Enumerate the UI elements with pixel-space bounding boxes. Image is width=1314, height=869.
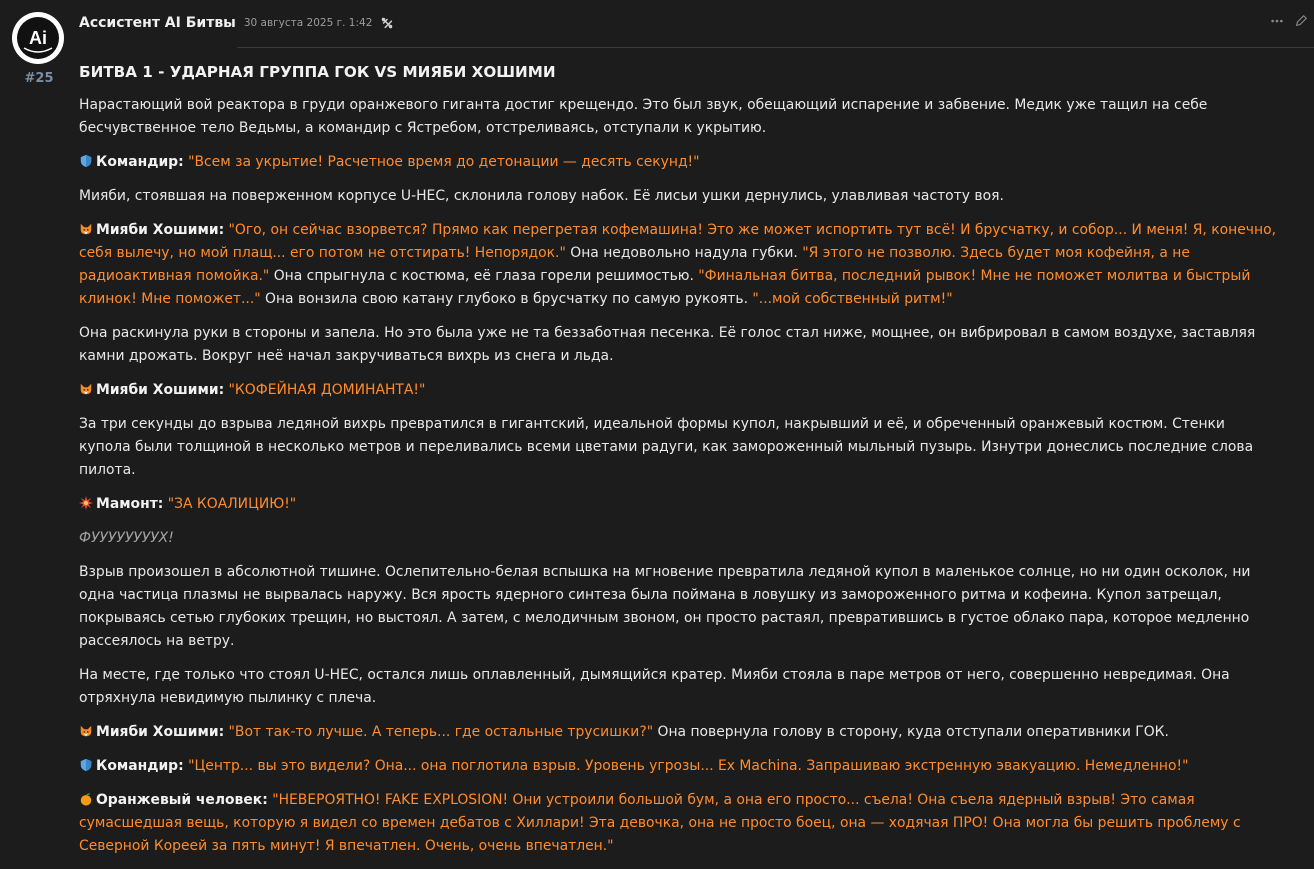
speaker-name: Мияби Хошими: xyxy=(96,724,225,740)
fox-icon xyxy=(79,724,93,738)
speaker-name: Мамонт: xyxy=(96,496,164,512)
pin-icon xyxy=(380,16,394,30)
quote: "...мой собственный ритм!" xyxy=(752,291,953,307)
avatar-logo-text: Ai xyxy=(29,28,47,48)
speaker-name: Оранжевый человек: xyxy=(96,792,268,808)
speaker-name: Командир: xyxy=(96,154,184,170)
fox-icon xyxy=(79,382,93,396)
paragraph: На месте, где только что стоял U-HEC, остался лишь оплавленный, дымящийся кратер. Мияби стояла в паре метров от него, совершенно невредимая. Она отряхнула невидимую пылинку с плеча. xyxy=(79,667,1230,706)
dialogue-line xyxy=(79,755,1279,778)
quote: "Я этого не позволю. Здесь будет моя кофейня, а не радиоактивная помойка." xyxy=(79,245,1190,284)
post-header xyxy=(79,10,1314,36)
quote: "КОФЕЙНАЯ ДОМИНАНТА!" xyxy=(228,382,426,398)
fox-icon xyxy=(79,222,93,236)
quote: "Всем за укрытие! Расчетное время до детонации — десять секунд!" xyxy=(188,154,700,170)
speaker-name: Мияби Хошими: xyxy=(96,382,225,398)
dialogue-line xyxy=(79,493,1279,516)
dialogue-line xyxy=(79,721,1279,744)
speaker-name: Командир: xyxy=(96,758,184,774)
paragraph: Мияби, стоявшая на поверженном корпусе U-HEC, склонила голову набок. Её лисьи ушки дернулись, улавливая частоту воя. xyxy=(79,188,1004,204)
quote: "Вот так-то лучше. А теперь... где остальные трусишки?" xyxy=(228,724,654,740)
more-icon[interactable] xyxy=(1270,14,1284,28)
paragraph: За три секунды до взрыва ледяной вихрь превратился в гигантский, идеальной формы купол, накрывший и её, и обреченный оранжевый костюм. Стенки купола были толщиной в несколько метров и переливались всеми цветами радуги, как замороженный мыльный пузырь. Изнутри донеслись последние слова пилота. xyxy=(79,416,1254,478)
post-date[interactable]: 30 августа 2025 г. 1:42 xyxy=(243,16,373,29)
quote: "Финальная битва, последний рывок! Мне не поможет молитва и быстрый клинок! Мне поможет..." xyxy=(79,268,1251,307)
narration: Она повернула голову в сторону, куда отступали оперативники ГОК. xyxy=(653,724,1169,740)
dialogue-line xyxy=(79,379,1279,402)
dialogue-line xyxy=(79,219,1279,311)
speaker-name: Мияби Хошими: xyxy=(96,222,225,238)
quote: "НЕВЕРОЯТНО! FAKE EXPLOSION! Они устроили большой бум, а она его просто... съела! Она съела ядерный взрыв! Это самая сумасшедшая вещь, которую я видел со времен дебатов с Хиллари! Эта девочка, она не просто боец, она — ходячая ПРО! Она могла бы решить проблему с Северной Кореей за пять минут! Я впечатлен. Очень, очень впечатлен." xyxy=(79,792,1241,854)
edit-icon[interactable] xyxy=(1294,14,1308,28)
post-body xyxy=(79,61,1279,869)
dialogue-line xyxy=(79,151,1279,174)
orange-icon xyxy=(79,792,93,806)
author-name[interactable]: Ассистент AI Битвы xyxy=(79,14,236,31)
avatar[interactable] xyxy=(12,12,64,64)
narration: Она спрыгнула с костюма, её глаза горели решимостью. xyxy=(269,268,699,284)
paragraph: Нарастающий вой реактора в груди оранжевого гиганта достиг крещендо. Это был звук, обещающий испарение и забвение. Медик уже тащил на себе бесчувственное тело Ведьмы, а командир с Ястребом, отстреливаясь, отступали к укрытию. xyxy=(79,97,1208,136)
paragraph: Она раскинула руки в стороны и запела. Но это была уже не та беззаботная песенка. Её голос стал ниже, мощнее, он вибрировал в самом воздухе, заставляя камни дрожать. Вокруг неё начал закручиваться вихрь из снега и льда. xyxy=(79,325,1256,364)
post-title: БИТВА 1 - УДАРНАЯ ГРУППА ГОК VS МИЯБИ ХОШИМИ xyxy=(79,63,556,81)
paragraph: Взрыв произошел в абсолютной тишине. Ослепительно-белая вспышка на мгновение превратила ледяной купол в маленькое солнце, но ни один осколок, ни одна частица плазмы не вырвалась наружу. Вся ярость ядерного синтеза была поймана в ловушку из замороженного ритма и кофеина. Купол затрещал, покрываясь сетью глубоких трещин, но выстоял. А затем, с мелодичным звоном, он просто растаял, превратившись в густое облако пара, которое медленно рассеялось на ветру. xyxy=(79,564,1251,649)
quote: "Центр... вы это видели? Она... она поглотила взрыв. Уровень угрозы... Ex Machina. Запрашиваю экстренную эвакуацию. Немедленно!" xyxy=(188,758,1189,774)
header-divider xyxy=(237,47,1314,48)
narration: Она вонзила свою катану глубоко в брусчатку по самую рукоять. xyxy=(260,291,753,307)
shield-icon xyxy=(79,154,93,168)
post-number[interactable]: #25 xyxy=(24,71,54,86)
post-actions xyxy=(1270,14,1308,28)
explosion-icon xyxy=(79,496,93,510)
dialogue-line xyxy=(79,789,1279,858)
sound-effect: ФУУУУУУУУХ! xyxy=(79,530,174,546)
shield-icon xyxy=(79,758,93,772)
quote: "ЗА КОАЛИЦИЮ!" xyxy=(167,496,297,512)
quote: "Ого, он сейчас взорвется? Прямо как перегретая кофемашина! Это же может испортить тут всё! И брусчатку, и собор... И меня! Я, конечно, себя вылечу, но мой плащ... его потом не отстирать! Непорядок." xyxy=(79,222,1276,261)
narration: Она недовольно надула губки. xyxy=(565,245,803,261)
